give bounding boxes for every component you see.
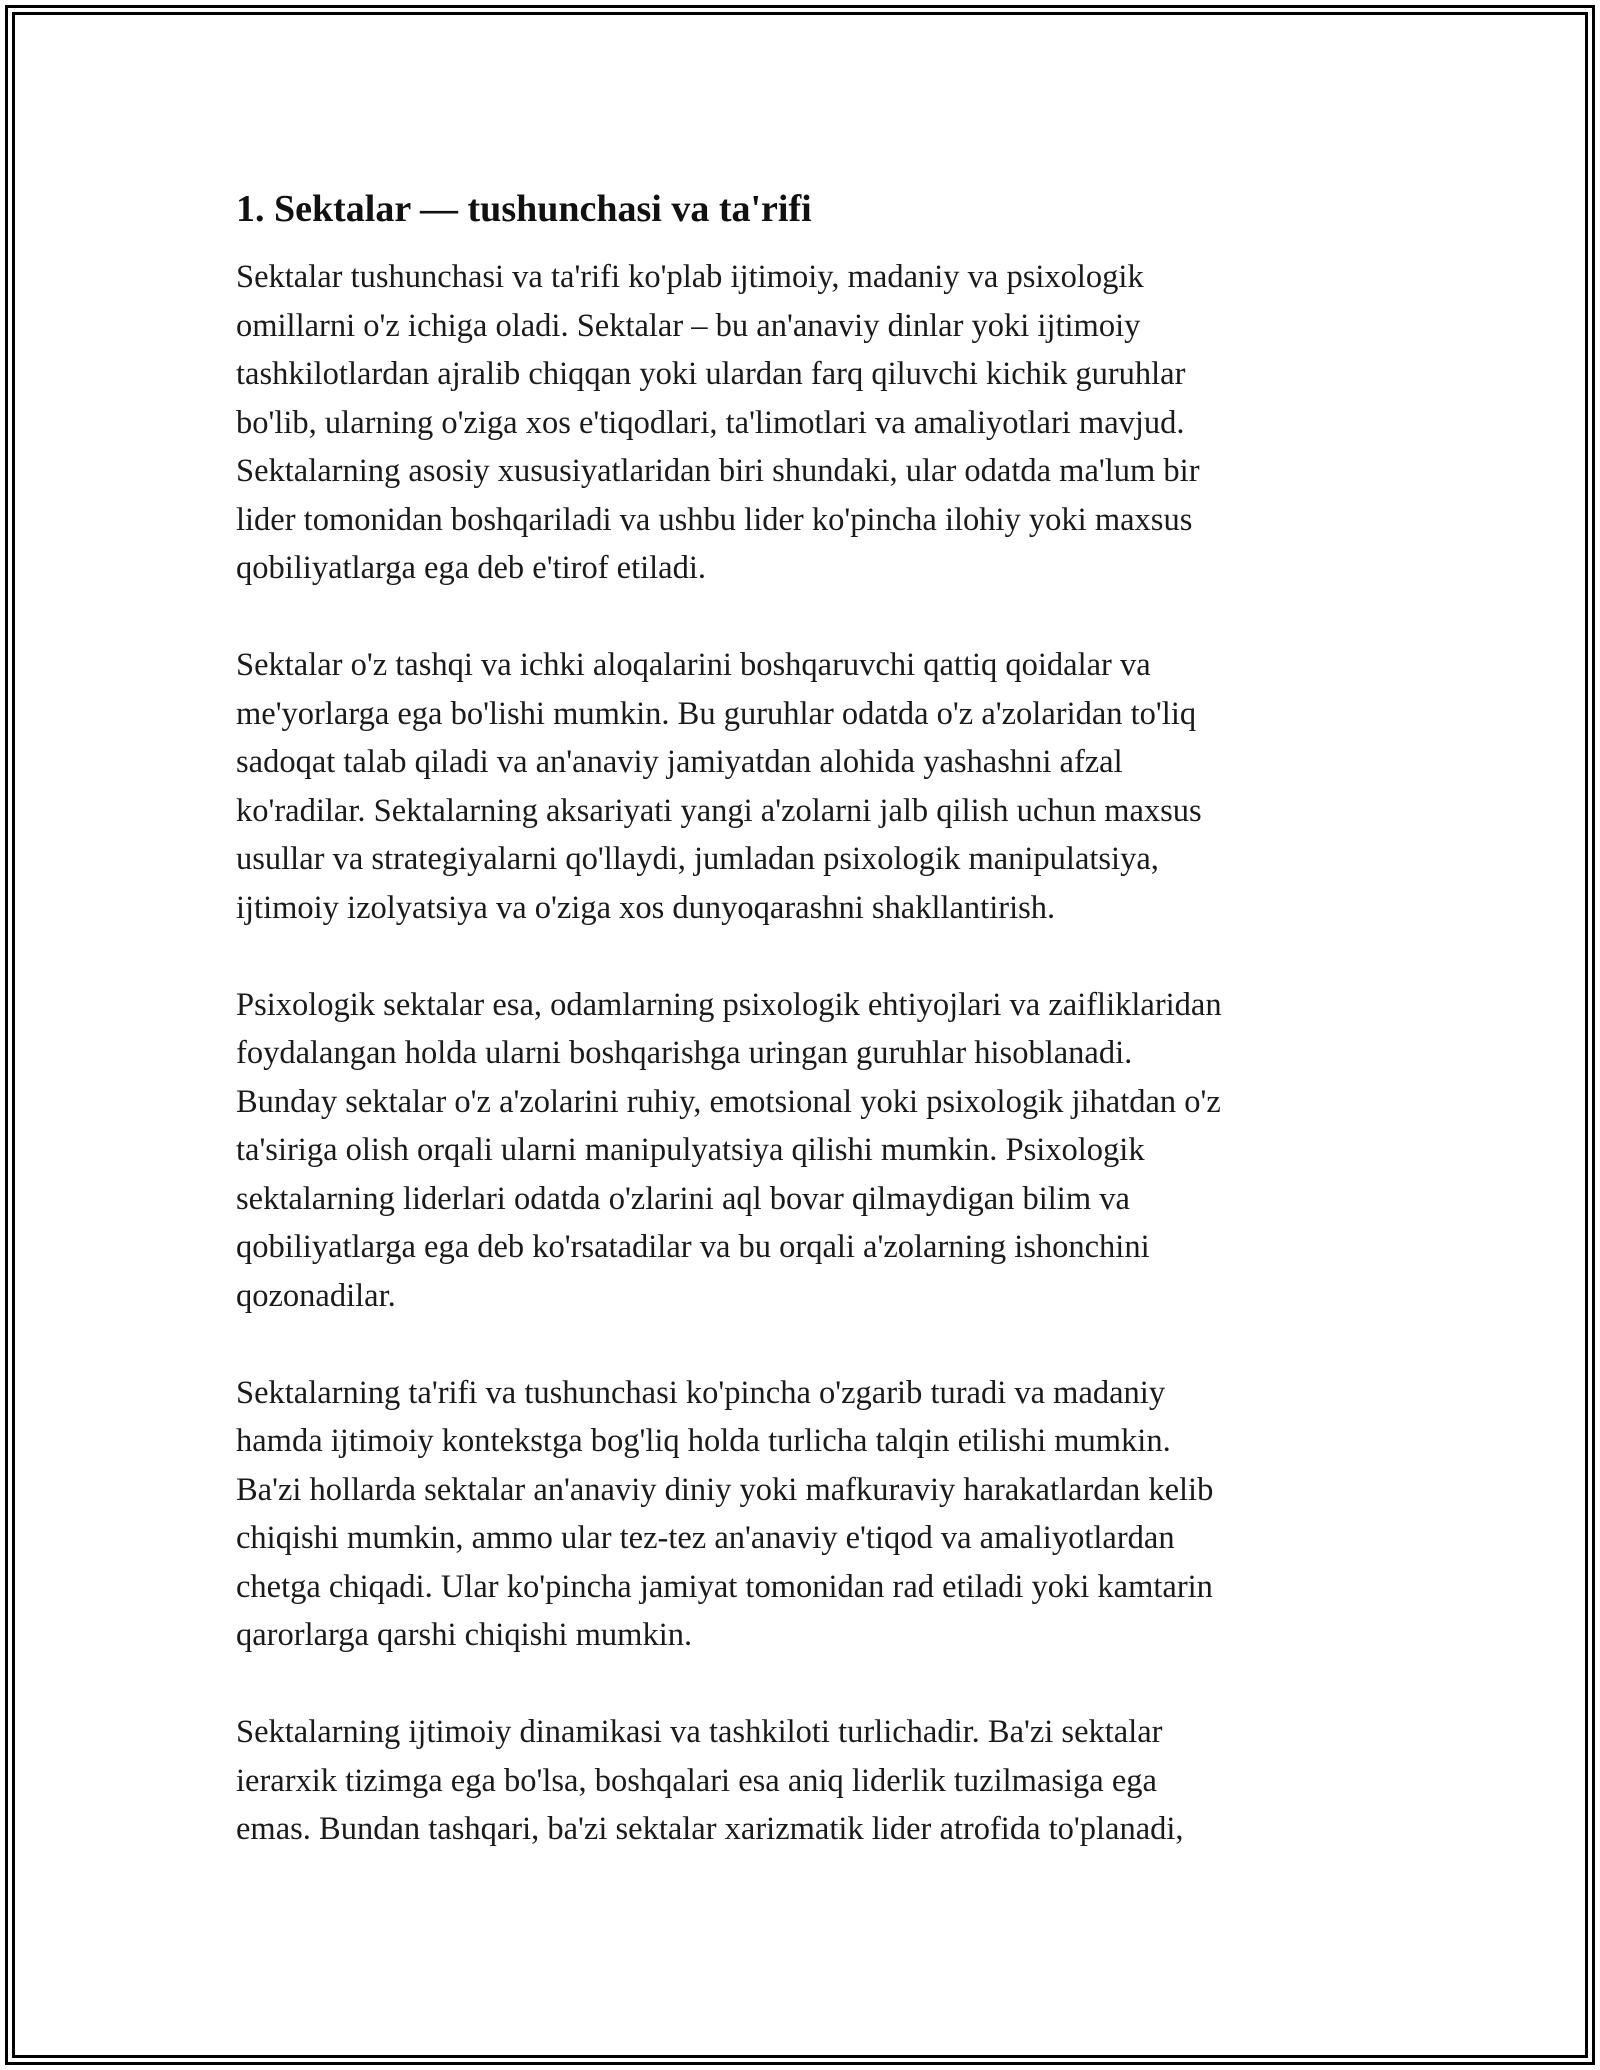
text-line: bo'lib, ularning o'ziga xos e'tiqodlari, ta'limotlari va amaliyotlari mavjud. <box>236 404 1185 441</box>
text-line: me'yorlarga ega bo'lishi mumkin. Bu guruhlar odatda o'z a'zolaridan to'liq <box>236 695 1197 732</box>
text-line: Sektalar o'z tashqi va ichki aloqalarini boshqaruvchi qattiq qoidalar va <box>236 647 1151 683</box>
text-line: qarorlarga qarshi chiqishi mumkin. <box>236 1617 693 1653</box>
text-line: tashkilotlardan ajralib chiqqan yoki ulardan farq qiluvchi kichik guruhlar <box>236 356 1186 392</box>
paragraph-list <box>236 253 1366 1854</box>
text-line: foydalangan holda ularni boshqarishga uringan guruhlar hisoblanadi. <box>236 1035 1133 1071</box>
paragraph <box>236 1708 1366 1854</box>
text-line: Bunday sektalar o'z a'zolarini ruhiy, emotsional yoki psixologik jihatdan o'z <box>236 1083 1221 1120</box>
text-line: Sektalar tushunchasi va ta'rifi ko'plab ijtimoiy, madaniy va psixologik <box>236 259 1144 295</box>
text-line: chiqishi mumkin, ammo ular tez-tez an'anaviy e'tiqod va amaliyotlardan <box>236 1520 1175 1556</box>
paragraph <box>236 253 1366 593</box>
document-body <box>236 185 1366 1902</box>
text-line: ko'radilar. Sektalarning aksariyati yangi a'zolarni jalb qilish uchun maxsus <box>236 792 1202 829</box>
text-line: qobiliyatlarga ega deb e'tirof etiladi. <box>236 550 707 586</box>
text-line: qozonadilar. <box>236 1277 396 1314</box>
text-line: ierarxik tizimga ega bo'lsa, boshqalari esa aniq liderlik tuzilmasiga ega <box>236 1762 1157 1799</box>
text-line: Sektalarning ta'rifi va tushunchasi ko'pincha o'zgarib turadi va madaniy <box>236 1374 1166 1411</box>
text-line: sadoqat talab qiladi va an'anaviy jamiyatdan alohida yashashni afzal <box>236 744 1123 780</box>
text-line: sektalarning liderlari odatda o'zlarini aql bovar qilmaydigan bilim va <box>236 1180 1130 1217</box>
text-line: Sektalarning ijtimoiy dinamikasi va tashkiloti turlichadir. Ba'zi sektalar <box>236 1714 1163 1750</box>
text-line: omillarni o'z ichiga oladi. Sektalar – bu an'anaviy dinlar yoki ijtimoiy <box>236 307 1141 344</box>
paragraph <box>236 641 1366 932</box>
text-line: Psixologik sektalar esa, odamlarning psixologik ehtiyojlari va zaifliklaridan <box>236 986 1222 1023</box>
text-line: hamda ijtimoiy kontekstga bog'liq holda turlicha talqin etilishi mumkin. <box>236 1423 1171 1459</box>
text-line: lider tomonidan boshqariladi va ushbu lider ko'pincha ilohiy yoki maxsus <box>236 501 1193 538</box>
paragraph <box>236 981 1366 1321</box>
text-line: qobiliyatlarga ega deb ko'rsatadilar va bu orqali a'zolarning ishonchini <box>236 1229 1150 1265</box>
text-line: Sektalarning asosiy xususiyatlaridan biri shundaki, ular odatda ma'lum bir <box>236 453 1200 489</box>
section-heading: 1. Sektalar — tushunchasi va ta'rifi <box>236 188 812 230</box>
text-line: emas. Bundan tashqari, ba'zi sektalar xarizmatik lider atrofida to'planadi, <box>236 1811 1184 1847</box>
text-line: chetga chiqadi. Ular ko'pincha jamiyat tomonidan rad etiladi yoki kamtarin <box>236 1568 1213 1605</box>
text-line: Ba'zi hollarda sektalar an'anaviy diniy yoki mafkuraviy harakatlardan kelib <box>236 1471 1214 1508</box>
text-line: ta'siriga olish orqali ularni manipulyatsiya qilishi mumkin. Psixologik <box>236 1132 1145 1168</box>
text-line: ijtimoiy izolyatsiya va o'ziga xos dunyoqarashni shakllantirish. <box>236 889 1056 926</box>
paragraph <box>236 1369 1366 1660</box>
text-line: usullar va strategiyalarni qo'llaydi, jumladan psixologik manipulatsiya, <box>236 841 1159 877</box>
